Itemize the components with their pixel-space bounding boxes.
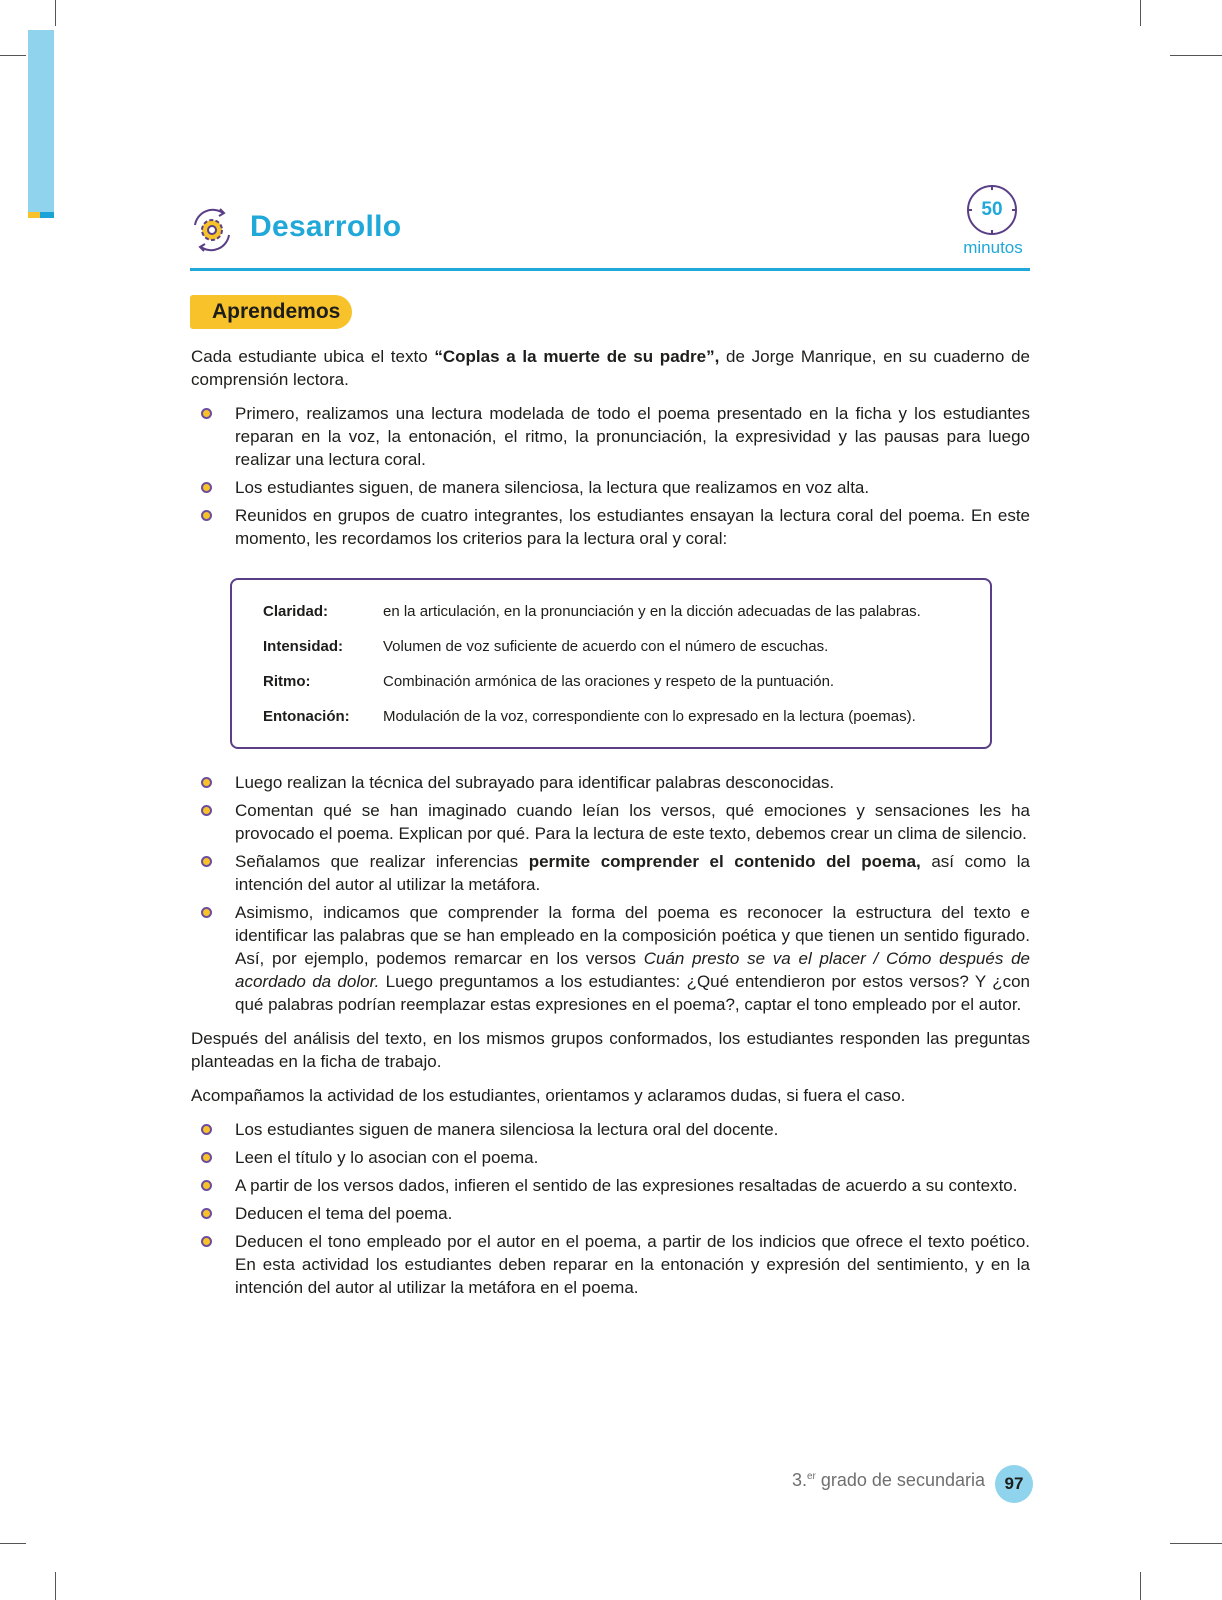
main-content (191, 345, 1030, 1310)
criteria-row (263, 707, 990, 727)
section-tag: Aprendemos (190, 295, 352, 329)
crop-mark (0, 55, 26, 56)
list-item: Los estudiantes siguen, de manera silenciosa, la lectura que realizamos en voz alta. (235, 476, 1030, 499)
criteria-row (263, 637, 990, 657)
page-number: 97 (995, 1465, 1033, 1503)
list-item: Comentan qué se han imaginado cuando leían los versos, qué emociones y sensaciones les ha provocado el poema. Explican por qué. Para la lectura de este texto, debemos crear un clima de silencio. (235, 801, 1030, 843)
intro-text-end: de Jorge Manrique, en su cuaderno de comprensión lectora. (191, 347, 1030, 389)
section-title: Desarrollo (250, 210, 402, 243)
header-rule (190, 268, 1030, 271)
list-text: así como la intención del autor al utilizar la metáfora. (235, 852, 1030, 894)
activity-list-1 (191, 402, 1030, 550)
poem-title: “Coplas a la muerte de su padre”, (434, 347, 720, 366)
list-item (235, 850, 1030, 896)
crop-mark (55, 0, 56, 26)
crop-mark (0, 1543, 26, 1544)
grade-text: grado de secundaria (815, 1470, 985, 1490)
criteria-text: en la articulación, en la pronunciación y en la dicción adecuadas de las palabras. (383, 603, 921, 620)
criteria-text: Volumen de voz suficiente de acuerdo con el número de escuchas. (383, 638, 829, 655)
list-text: Asimismo, indicamos que comprender la forma del poema es reconocer la estructura del texto e identificar las palabras que se han empleado en la composición poética y que tienen un sentido figurado. Así, por ejemplo, podemos remarcar en los versos (235, 903, 1030, 968)
crop-mark (55, 1572, 56, 1600)
grade-number: 3. (791, 1470, 807, 1490)
criteria-box (230, 578, 992, 749)
criteria-row (263, 672, 990, 692)
side-accent-bar (28, 30, 54, 212)
list-text: Señalamos que realizar inferencias (235, 852, 529, 871)
list-item: Deducen el tema del poema. (235, 1202, 1030, 1225)
grade-suffix: er (806, 1471, 816, 1482)
list-text: Luego preguntamos a los estudiantes: ¿Qué entendieron por estos versos? Y ¿con qué palabras podrían reemplazar estas expresiones en el poema?, captar el tono empleado por el autor. (235, 972, 1030, 1014)
activity-list-3 (191, 1118, 1030, 1299)
time-value: 50 (981, 199, 1003, 220)
list-item: Deducen el tono empleado por el autor en el poema, a partir de los indicios que ofrece el texto poético. En esta actividad los estudiantes deben reparar en la entonación y expresión del sentimiento, y en la intención del autor al utilizar la metáfora en el poema. (235, 1232, 1030, 1297)
intro-paragraph (191, 345, 1030, 391)
criteria-row (263, 602, 990, 622)
side-accent-yellow (28, 212, 40, 218)
criteria-text: Combinación armónica de las oraciones y respeto de la puntuación. (383, 673, 835, 690)
criteria-label: Intensidad: (263, 638, 344, 655)
criteria-label: Claridad: (263, 603, 329, 620)
paragraph: Acompañamos la actividad de los estudiantes, orientamos y aclaramos dudas, si fuera el caso. (191, 1086, 906, 1105)
list-item: Luego realizan la técnica del subrayado para identificar palabras desconocidas. (235, 771, 1030, 794)
list-item: Primero, realizamos una lectura modelada de todo el poema presentado en la ficha y los estudiantes reparan en la voz, la entonación, el ritmo, la pronunciación, la expresividad y las pausas para luego realizar una lectura coral. (235, 404, 1030, 469)
list-item (235, 901, 1030, 1016)
intro-text: Cada estudiante ubica el texto (191, 347, 435, 366)
list-item: Leen el título y lo asocian con el poema. (235, 1146, 1030, 1169)
activity-list-2 (191, 771, 1030, 1016)
gear-cycle-icon (189, 207, 235, 253)
crop-mark (1170, 55, 1222, 56)
time-unit: minutos (963, 238, 1023, 257)
paragraph: Después del análisis del texto, en los mismos grupos conformados, los estudiantes responden las preguntas planteadas en la ficha de trabajo. (191, 1029, 1030, 1071)
grade-label (740, 1470, 985, 1491)
list-item: Los estudiantes siguen de manera silenciosa la lectura oral del docente. (235, 1118, 1030, 1141)
list-text-bold: permite comprender el contenido del poema, (528, 852, 921, 871)
crop-mark (1140, 0, 1141, 26)
side-accent-blue (40, 212, 54, 218)
criteria-label: Entonación: (263, 708, 350, 725)
list-item: Reunidos en grupos de cuatro integrantes, los estudiantes ensayan la lectura coral del poema. En este momento, les recordamos los criterios para la lectura oral y coral: (235, 506, 1030, 548)
list-item: A partir de los versos dados, infieren el sentido de las expresiones resaltadas de acuerdo a su contexto. (235, 1174, 1030, 1197)
criteria-text: Modulación de la voz, correspondiente con lo expresado en la lectura (poemas). (383, 708, 916, 725)
crop-mark (1140, 1572, 1141, 1600)
crop-mark (1170, 1543, 1222, 1544)
criteria-label: Ritmo: (263, 673, 311, 690)
poem-verses: Cuán presto se va el placer / Cómo después de acordado da dolor. (235, 949, 1030, 991)
